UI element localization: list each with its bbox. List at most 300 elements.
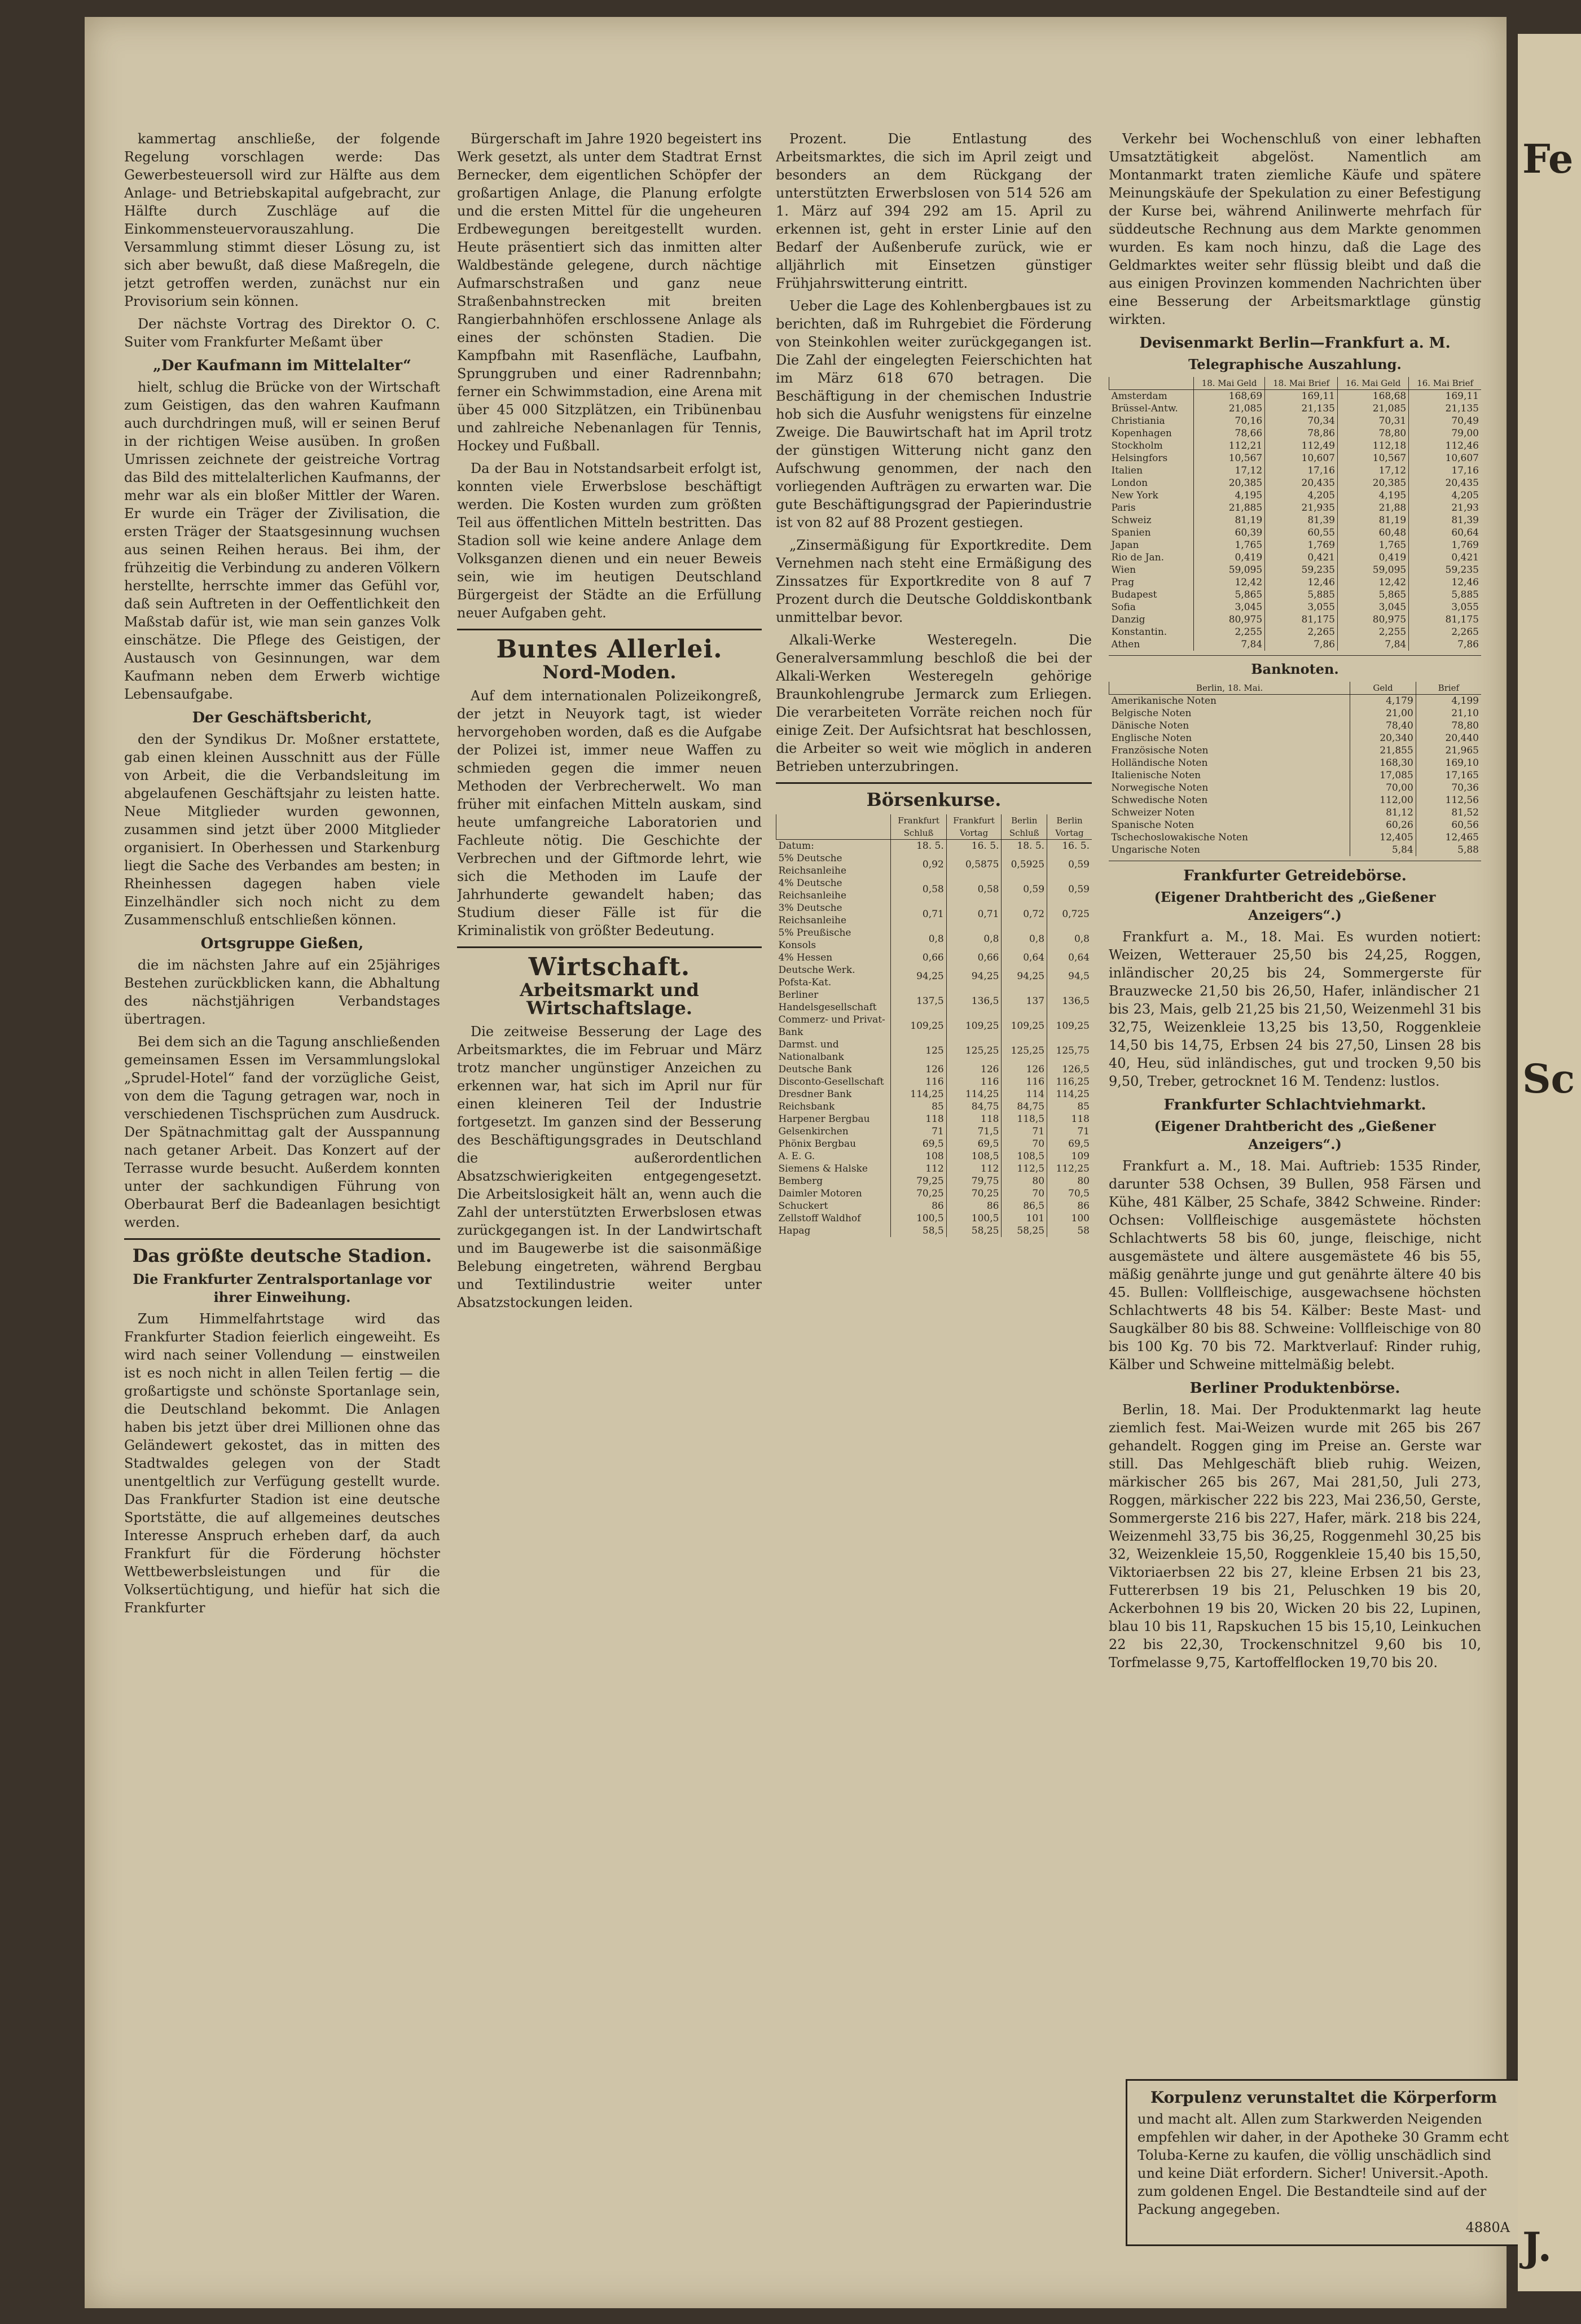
paragraph: Auf dem internationalen Polizeikongreß, der jetzt in Neuyork tagt, ist wieder hervorgehoben worden, daß es die Aufgabe der Polizei ist, immer neue Waffen zu schmieden gegen die immer neuen Methoden der Verbrecherwelt. Wo man früher mit einfachen Mitteln auskam, sind heute umfangreiche Laboratorien und Fachleute nötig. Die Geschichte der Verbrechen und der Giftmorde lehrt, wie sich die Methoden im Laufe der Jahrhunderte gewandelt haben; das Studium dieser Fälle ist für die Kriminalistik von größter Bedeutung.: [457, 688, 762, 939]
table-cell: 116: [1002, 1076, 1047, 1088]
advertisement: [1126, 2079, 1522, 2246]
table-cell: 5% Deutsche Reichsanleihe: [778, 853, 847, 876]
table-cell: 0,72: [1002, 902, 1047, 927]
table-cell: 58,5: [891, 1225, 946, 1237]
table-cell: Harpener Bergbau: [778, 1113, 870, 1125]
divider: [776, 782, 1092, 784]
table-cell: Spanien: [1111, 527, 1151, 538]
table-cell: Christiania: [1111, 415, 1165, 427]
table-cell: 101: [1002, 1212, 1047, 1225]
table-cell: 125,25: [1002, 1038, 1047, 1063]
table-cell: 85: [1047, 1100, 1092, 1113]
table-cell: 94,25: [946, 964, 1002, 989]
table-cell: 169,11: [1265, 390, 1338, 403]
table-cell: 108,5: [1002, 1150, 1047, 1163]
table-cell: Brüssel-Antw.: [1111, 403, 1178, 414]
table-row: [776, 1113, 1092, 1125]
table-cell: 0,58: [891, 877, 946, 902]
table-cell: Athen: [1111, 639, 1140, 650]
table-cell: 7,84: [1337, 638, 1408, 651]
table-row: [776, 989, 1092, 1014]
table-cell: 2,265: [1265, 626, 1338, 638]
table-row: [1109, 452, 1482, 464]
table-cell: Stockholm: [1111, 440, 1163, 451]
adjacent-page-fragment: Sc: [1522, 1055, 1575, 1102]
table-cell: Phönix Bergbau: [778, 1138, 857, 1150]
table-cell: 59,235: [1265, 564, 1338, 576]
table-cell: 70,25: [946, 1187, 1002, 1200]
table-row: [776, 877, 1092, 902]
table-cell: 70,34: [1265, 415, 1338, 427]
section-title: Frankfurter Getreidebörse.: [1183, 867, 1407, 884]
table-cell: 4,199: [1416, 695, 1481, 708]
table-row: [776, 1038, 1092, 1063]
table-cell: Belgische Noten: [1111, 708, 1192, 719]
table-cell: Französische Noten: [1111, 745, 1209, 756]
table-cell: 112,46: [1409, 440, 1481, 452]
section-title: Ortsgruppe Gießen,: [200, 935, 364, 952]
column-header: Geld: [1350, 682, 1416, 695]
table-cell: 60,56: [1416, 819, 1481, 831]
table-row: [776, 951, 1092, 964]
table-cell: 12,42: [1337, 576, 1408, 589]
table-cell: 85: [891, 1100, 946, 1113]
section-title: „Der Kaufmann im Mittelalter“: [153, 357, 411, 374]
table-cell: 12,42: [1193, 576, 1264, 589]
table-cell: 7,84: [1193, 638, 1264, 651]
table-cell: Danzig: [1111, 614, 1145, 625]
table-cell: 0,8: [891, 927, 946, 951]
table-cell: 81,175: [1265, 613, 1338, 626]
table-cell: 58,25: [1002, 1225, 1047, 1237]
paragraph: hielt, schlug die Brücke von der Wirtschaft zum Geistigen, das den wahren Kaufmann auch durchdringen muß, will er seinen Beruf in der richtigen Weise ausüben. In großen Umrissen zeichnete der geistreiche Vortrag das Bild des mittelalterlichen Kaufmanns, der mehr war als ein bloßer Mittler der Waren. Er wurde ein Träger der Zivilisation, die ersten Träger der Staatsgesinnung wuchsen aus seinen Reihen heraus. Bei ihm, der frühzeitig die Verbindung zu anderen Völkern herstellte, herrschte immer das Gefühl vor, daß sein Auftreten in der Oeffentlichkeit den Maßstab dafür ist, wie man sein ganzes Volk einschätze. Die Pflege des Geistigen, der Austausch von Gesinnungen, war dem Kaufmann neben dem Erwerb wichtige Lebensaufgabe.: [124, 379, 440, 702]
table-row: [1109, 390, 1482, 403]
table-cell: Spanische Noten: [1111, 819, 1194, 831]
table-cell: 112,5: [1002, 1163, 1047, 1175]
table-cell: 112,49: [1265, 440, 1338, 452]
table-cell: 0,66: [891, 951, 946, 964]
exchange-rate-table: [1109, 377, 1481, 651]
table-cell: 21,00: [1350, 707, 1416, 720]
table-cell: Dresdner Bank: [778, 1089, 852, 1100]
section-title: Devisenmarkt Berlin—Frankfurt a. M.: [1139, 335, 1451, 352]
table-cell: 17,12: [1337, 464, 1408, 477]
table-cell: Italienische Noten: [1111, 770, 1201, 781]
section-title: Frankfurter Schlachtviehmarkt.: [1163, 1097, 1426, 1113]
table-cell: 70,25: [891, 1187, 946, 1200]
paragraph: Berlin, 18. Mai. Der Produktenmarkt lag heute ziemlich fest. Mai-Weizen wurde mit 265 bis 267 gehandelt. Roggen ging im Preise an. Gerste war still. Das Mehlgeschäft blieb ruhig. Weizen, märkischer 265 bis 267, Mai 281,50, Juli 273, Roggen, märkischer 222 bis 223, Mai 236,50, Gerste, Sommergerste 216 bis 227, Hafer, märk. 218 bis 224, Weizenmehl 33,75 bis 36,25, Roggenmehl 30,25 bis 32, Weizenkleie 15,50, Roggenkleie 15,40 bis 15,50, Viktoriaerbsen 22 bis 27, kleine Erbsen 21 bis 23, Futtererbsen 19 bis 21, Peluschken 19 bis 20, Ackerbohnen 19 bis 20, Wicken 20 bis 22, Lupinen, blau 10 bis 11, Rapskuchen 15 bis 15,10, Leinkuchen 22 bis 22,30, Trockenschnitzel 9,60 bis 10, Torfmelasse 9,75, Kartoffelflocken 19,70 bis 20.: [1109, 1402, 1481, 1670]
paragraph: Verkehr bei Wochenschluß von einer lebhaften Umsatztätigkeit abgelöst. Namentlich am Montanmarkt traten ziemliche Käufe und spätere Meinungskäufe der Spekulation zu einer Befestigung der Kurse bei, während Anilinwerte mehrfach für süddeutsche Rechnung aus dem Markte genommen wurden. Es kam noch hinzu, daß die Lage des Geldmarktes weiter sehr flüssig bleibt und daß die aus einigen Provinzen kommenden Nachrichten über eine Besserung der Arbeitsmarktlage günstig wirkten.: [1109, 131, 1481, 327]
column-header: Frankfurt Vortag: [946, 814, 1002, 840]
table-row: [776, 1014, 1092, 1038]
adjacent-page-fragment: Fe: [1522, 135, 1574, 182]
table-cell: 58: [1047, 1225, 1092, 1237]
table-cell: 86: [891, 1200, 946, 1212]
table-cell: 80: [1002, 1175, 1047, 1187]
table-cell: 168,68: [1337, 390, 1408, 403]
table-cell: 21,085: [1193, 402, 1264, 415]
table-cell: Amsterdam: [1111, 391, 1167, 402]
table-cell: 59,095: [1193, 564, 1264, 576]
stock-quotes-table: [776, 814, 1092, 1237]
table-cell: 16. 5.: [1047, 840, 1092, 853]
table-cell: 60,55: [1265, 527, 1338, 539]
table-cell: Italien: [1111, 465, 1143, 476]
table-row: [1109, 539, 1482, 551]
table-cell: 112,21: [1193, 440, 1264, 452]
table-cell: 0,8: [1002, 927, 1047, 951]
table-cell: 21,135: [1265, 402, 1338, 415]
table-cell: 21,965: [1416, 744, 1481, 757]
table-cell: 84,75: [1002, 1100, 1047, 1113]
table-cell: Darmst. und Nationalbank: [778, 1039, 844, 1063]
table-row: [1109, 794, 1482, 806]
table-row: [1109, 527, 1482, 539]
table-cell: 112: [946, 1163, 1002, 1175]
paragraph: Bürgerschaft im Jahre 1920 begeistert ins Werk gesetzt, als unter dem Stadtrat Ernst Bernecker, dem eigentlichen Schöpfer der großartigen Anlage, die Planung erfolgte und die ersten Mittel für die ungeheuren Erdbewegungen bereitgestellt wurden. Heute präsentiert sich das inmitten alter Waldbestände gelegene, durch nächtige Aufmarschstraßen und ganz neue Straßenbahnstrecken mit breiten Rangierbahnhöfen erschlossene Anlage als eines der schönsten Stadien. Die Kampfbahn mit Rasenfläche, Laufbahn, Sprunggruben und einer Radrennbahn; ferner ein Schwimmstadion, eine Arena mit über 45 000 Sitzplätzen, ein Tribünenbau und zahlreiche Nebenanlagen für Tennis, Hockey und Fußball.: [457, 131, 762, 454]
table-cell: 12,465: [1416, 831, 1481, 844]
table-row: [776, 1212, 1092, 1225]
section-subheadline: Arbeitsmarkt und Wirtschaftslage.: [520, 979, 699, 1019]
table-cell: 112,18: [1337, 440, 1408, 452]
divider: [1109, 655, 1481, 656]
table-cell: Deutsche Werk. Pofsta-Kat.: [778, 964, 855, 988]
table-cell: New York: [1111, 490, 1158, 501]
table-row: [776, 1163, 1092, 1175]
table-cell: Schweizer Noten: [1111, 807, 1195, 818]
table-cell: 60,26: [1350, 819, 1416, 831]
table-cell: 0,419: [1193, 551, 1264, 564]
table-cell: 0,419: [1337, 551, 1408, 564]
table-row: [776, 902, 1092, 927]
table-row: [1109, 402, 1482, 415]
table-row: [1109, 489, 1482, 502]
table-cell: 69,5: [1047, 1138, 1092, 1150]
table-cell: 60,39: [1193, 527, 1264, 539]
table-row: [776, 927, 1092, 951]
section-subheadline: Nord-Moden.: [542, 661, 677, 683]
table-cell: 114,25: [891, 1088, 946, 1100]
table-cell: 81,39: [1265, 514, 1338, 527]
table-cell: 0,64: [1002, 951, 1047, 964]
table-cell: 116,25: [1047, 1076, 1092, 1088]
table-cell: 125,25: [946, 1038, 1002, 1063]
table-cell: 0,59: [1047, 877, 1092, 902]
table-row: [776, 1150, 1092, 1163]
column-header: [776, 814, 891, 840]
table-cell: 70: [1002, 1187, 1047, 1200]
table-row: [1109, 819, 1482, 831]
table-cell: 118: [891, 1113, 946, 1125]
table-row: [1109, 806, 1482, 819]
table-cell: 116: [946, 1076, 1002, 1088]
column-header: 16. Mai Geld: [1337, 377, 1408, 390]
table-row: [776, 1076, 1092, 1088]
table-cell: 84,75: [946, 1100, 1002, 1113]
paragraph: Alkali-Werke Westeregeln. Die Generalversammlung beschloß die bei der Alkali-Werken Westeregeln gehörige Braunkohlengrube Jermarck zum Erliegen. Die verarbeiteten Vorräte reichen noch für einige Zeit. Der Aufsichtsrat hat beschlossen, die Arbeiter so weit wie möglich in anderen Betrieben unterzubringen.: [776, 632, 1092, 774]
table-cell: 0,725: [1047, 902, 1092, 927]
table-cell: Schwedische Noten: [1111, 795, 1208, 806]
table-cell: Dänische Noten: [1111, 720, 1189, 731]
table-cell: 137,5: [891, 989, 946, 1014]
table-cell: 79,75: [946, 1175, 1002, 1187]
table-cell: 81,19: [1337, 514, 1408, 527]
table-row: [1109, 477, 1482, 489]
paragraph: Ueber die Lage des Kohlenbergbaues ist zu berichten, daß im Ruhrgebiet die Förderung von Steinkohlen weiter zurückgegangen ist. Die Zahl der eingelegten Feierschichten hat im März 618 670 betragen. Die Beschäftigung in der chemischen Industrie hob sich die Ausfuhr wenigstens für einzelne Zweige. Die Bauwirtschaft hat im April trotz der günstigen Witterung nicht ganz den Aufschwung genommen, der nach den vorliegenden Aufträgen zu erwarten war. Die gute Beschäftigungsgrad der Papierindustrie ist von 82 auf 88 Prozent gestiegen.: [776, 298, 1092, 530]
divider: [124, 1238, 440, 1240]
table-cell: 21,855: [1350, 744, 1416, 757]
column-header: Brief: [1416, 682, 1481, 695]
table-cell: 81,12: [1350, 806, 1416, 819]
table-cell: 21,88: [1337, 502, 1408, 514]
table-cell: 4,195: [1193, 489, 1264, 502]
table-row: [776, 1200, 1092, 1212]
table-cell: 3,045: [1193, 601, 1264, 613]
column-4: [1109, 130, 1481, 2263]
banknotes-table: [1109, 682, 1481, 856]
table-cell: 71: [1002, 1125, 1047, 1138]
table-cell: 5% Preußische Konsols: [778, 927, 851, 951]
table-cell: 94,5: [1047, 964, 1092, 989]
table-cell: 70,16: [1193, 415, 1264, 427]
table-row: [776, 1088, 1092, 1100]
table-cell: 112,00: [1350, 794, 1416, 806]
table-cell: 71: [1047, 1125, 1092, 1138]
table-cell: Ungarische Noten: [1111, 844, 1200, 856]
table-cell: 20,340: [1350, 732, 1416, 744]
table-cell: 125: [891, 1038, 946, 1063]
table-cell: 2,255: [1337, 626, 1408, 638]
table-row: [1109, 720, 1482, 732]
table-header-row: [1109, 682, 1482, 695]
table-cell: Hapag: [778, 1225, 811, 1236]
table-row: [1109, 564, 1482, 576]
table-cell: 60,64: [1409, 527, 1481, 539]
table-cell: 4% Deutsche Reichsanleihe: [778, 878, 847, 901]
table-cell: 100: [1047, 1212, 1092, 1225]
table-row: [1109, 601, 1482, 613]
table-cell: 7,86: [1265, 638, 1338, 651]
table-row: [1109, 626, 1482, 638]
table-cell: 80,975: [1193, 613, 1264, 626]
table-cell: 78,86: [1265, 427, 1338, 440]
table-cell: 0,71: [891, 902, 946, 927]
paragraph: Prozent. Die Entlastung des Arbeitsmarktes, die sich im April zeigt und besonders an dem Rückgang der unterstützten Erwerbslosen von 514 526 am 1. März auf 394 292 am 15. April zu erkennen ist, geht in erster Linie auf den Bedarf der Außenberufe zurück, wie er alljährlich mit Einsetzen günstiger Frühjahrswitterung eintritt.: [776, 131, 1092, 291]
table-cell: Helsingfors: [1111, 453, 1168, 464]
table-cell: 5,88: [1416, 844, 1481, 856]
table-cell: 112: [891, 1163, 946, 1175]
table-cell: 126: [1002, 1063, 1047, 1076]
table-cell: 5,865: [1337, 589, 1408, 601]
table-header-row: [1109, 377, 1482, 390]
table-cell: 0,92: [891, 852, 946, 877]
table-cell: 5,84: [1350, 844, 1416, 856]
paragraph: die im nächsten Jahre auf ein 25jähriges Bestehen zurückblicken kann, die Abhaltung des nächstjährigen Verbandstages übertragen.: [124, 957, 440, 1027]
table-cell: 21,885: [1193, 502, 1264, 514]
section-headline: Wirtschaft.: [528, 953, 691, 981]
column-3: [776, 130, 1092, 2263]
table-cell: 114,25: [946, 1088, 1002, 1100]
column-header: [1109, 377, 1194, 390]
table-cell: Norwegische Noten: [1111, 782, 1209, 793]
table-cell: 10,567: [1337, 452, 1408, 464]
table-cell: 118: [1047, 1113, 1092, 1125]
paragraph: Die zeitweise Besserung der Lage des Arbeitsmarktes, die im Februar und März trotz mancher ungünstiger Anzeichen zu erkennen war, hat sich im April nur für einen kleineren Teil der Industrie fortgesetzt. Im ganzen sind der Besserung des Beschäftigungsgrades in Deutschland die außerordentlichen Absatzschwierigkeiten entgegengesetzt. Die Arbeitslosigkeit hält an, wenn auch die Zahl der unterstützten Erwerbslosen etwas zurückgegangen ist. In der Landwirtschaft und im Baugewerbe ist die saisonmäßige Belebung eingetreten, während Bergbau und Textilindustrie weiter unter Absatzstockungen leiden.: [457, 1024, 762, 1310]
table-cell: 59,235: [1409, 564, 1481, 576]
table-cell: 126,5: [1047, 1063, 1092, 1076]
paragraph: kammertag anschließe, der folgende Regelung vorschlagen werde: Das Gewerbesteuersoll wird zur Hälfte aus dem Anlage- und Betriebskapital aufgebracht, zur Hälfte durch Zuschläge auf die Einkommensteuervorauszahlung. Die Versammlung stimmt dieser Lösung zu, ist sich aber bewußt, daß diese Maßregeln, die jetzt getroffen werden, zunächst nur ein Provisorium sein können.: [124, 131, 440, 309]
ad-title: Korpulenz verunstaltet die Körperform: [1150, 2088, 1497, 2107]
table-cell: 79,25: [891, 1175, 946, 1187]
table-cell: Zellstoff Waldhof: [778, 1213, 861, 1224]
table-cell: 137: [1002, 989, 1047, 1014]
table-cell: 112,25: [1047, 1163, 1092, 1175]
table-header-row: [776, 814, 1092, 840]
table-cell: 21,085: [1337, 402, 1408, 415]
table-cell: 20,385: [1337, 477, 1408, 489]
table-cell: 86,5: [1002, 1200, 1047, 1212]
table-cell: 3,055: [1265, 601, 1338, 613]
table-cell: 12,405: [1350, 831, 1416, 844]
table-cell: 1,769: [1265, 539, 1338, 551]
table-cell: London: [1111, 477, 1148, 489]
table-cell: 5,865: [1193, 589, 1264, 601]
paragraph: Bei dem sich an die Tagung anschließenden gemeinsamen Essen im Versammlungslokal „Sprudel-Hotel“ fand der vorzügliche Geist, von dem die Tagung getragen war, noch in verschiedenen Tischsprüchen zum Ausdruck. Der Spätnachmittag galt der Ausspannung nach getaner Arbeit. Das Konzert auf der Terrasse wurde besucht. Außerdem konnten unter der sachkundigen Führung von Oberbaurat Berf die Badeanlagen besichtigt werden.: [124, 1034, 440, 1230]
table-cell: Reichsbank: [778, 1101, 835, 1112]
paragraph: Frankfurt a. M., 18. Mai. Es wurden notiert: Weizen, Wetterauer 25,50 bis 24,25, Roggen, inländischer 20,25 bis 24, Sommergerste für Brauzwecke 21,50 bis 26,50, Hafer, inländischer 21 bis 23, Mais, gelb 21,25 bis 21,50, Weizenmehl 31 bis 32,75, Weizenkleie 13,25 bis 13,50, Roggenkleie 14,50 bis 14,75, Erbsen 24 bis 27,50, Linsen 28 bis 40, Heu, süd inländisches, gut und trocken 9,50 bis 9,50, Treber, getrocknet 16 M. Tendenz: lustlos.: [1109, 929, 1481, 1089]
table-cell: Disconto-Gesellschaft: [778, 1076, 884, 1088]
table-cell: 94,25: [891, 964, 946, 989]
table-cell: 79,00: [1409, 427, 1481, 440]
section-headline: Buntes Allerlei.: [496, 635, 723, 664]
table-row: [1109, 769, 1482, 782]
table-cell: 126: [891, 1063, 946, 1076]
table-cell: 168,30: [1350, 757, 1416, 769]
table-row: [776, 1125, 1092, 1138]
table-row: [1109, 464, 1482, 477]
table-cell: 69,5: [891, 1138, 946, 1150]
table-cell: 4,205: [1265, 489, 1338, 502]
table-cell: Rio de Jan.: [1111, 552, 1165, 563]
table-cell: 4,205: [1409, 489, 1481, 502]
table-cell: A. E. G.: [778, 1151, 815, 1162]
table-cell: 0,58: [946, 877, 1002, 902]
table-cell: Schweiz: [1111, 515, 1152, 526]
table-row: [776, 1225, 1092, 1237]
table-row: [1109, 695, 1482, 708]
table-row: [1109, 613, 1482, 626]
newspaper-page: [85, 17, 1510, 2308]
table-row: [1109, 427, 1482, 440]
table-cell: 81,39: [1409, 514, 1481, 527]
table-cell: 16. 5.: [946, 840, 1002, 853]
table-row: [1109, 757, 1482, 769]
table-title: Banknoten.: [1251, 661, 1339, 677]
table-row: [1109, 782, 1482, 794]
table-cell: 94,25: [1002, 964, 1047, 989]
table-cell: 60,48: [1337, 527, 1408, 539]
section-title: Berliner Produktenbörse.: [1189, 1380, 1400, 1397]
column-header: Berlin Schluß: [1002, 814, 1047, 840]
section-subtitle: (Eigener Drahtbericht des „Gießener Anzeigers“.): [1154, 1118, 1436, 1152]
table-cell: 0,421: [1409, 551, 1481, 564]
table-cell: 169,11: [1409, 390, 1481, 403]
table-cell: 5,885: [1409, 589, 1481, 601]
ad-text: und macht alt. Allen zum Starkwerden Neigenden empfehlen wir daher, in der Apotheke 30 Gramm echt Toluba-Kerne zu kaufen, die völlig unschädlich sind und keine Diät erfordern. Sicher! Universit.-Apoth. zum goldenen Engel. Die Bestandteile sind auf der Packung angegeben.: [1138, 2111, 1509, 2217]
table-row: [776, 840, 1092, 853]
table-cell: 0,5875: [946, 852, 1002, 877]
table-cell: 108,5: [946, 1150, 1002, 1163]
table-row: [1109, 732, 1482, 744]
divider: [457, 629, 762, 630]
table-cell: 10,607: [1265, 452, 1338, 464]
table-cell: 81,52: [1416, 806, 1481, 819]
table-cell: 10,607: [1409, 452, 1481, 464]
table-cell: Schuckert: [778, 1200, 828, 1212]
table-cell: Datum:: [778, 840, 814, 852]
table-cell: 114: [1002, 1088, 1047, 1100]
column-header: Berlin, 18. Mai.: [1109, 682, 1350, 695]
table-cell: 1,765: [1193, 539, 1264, 551]
table-cell: 5,885: [1265, 589, 1338, 601]
table-cell: 108: [891, 1150, 946, 1163]
divider: [457, 946, 762, 948]
table-cell: 18. 5.: [1002, 840, 1047, 853]
column-header: Frankfurt Schluß: [891, 814, 946, 840]
table-cell: Budapest: [1111, 589, 1157, 600]
table-cell: 0,59: [1047, 852, 1092, 877]
table-cell: 4% Hessen: [778, 952, 833, 963]
table-cell: Bemberg: [778, 1176, 823, 1187]
section-subtitle: (Eigener Drahtbericht des „Gießener Anzeigers“.): [1154, 889, 1436, 923]
table-cell: 17,085: [1350, 769, 1416, 782]
table-cell: 81,19: [1193, 514, 1264, 527]
table-title: Telegraphische Auszahlung.: [1188, 356, 1402, 372]
table-cell: 168,69: [1193, 390, 1264, 403]
table-cell: 21,10: [1416, 707, 1481, 720]
table-cell: Kopenhagen: [1111, 428, 1172, 439]
table-cell: 86: [946, 1200, 1002, 1212]
table-cell: Sofia: [1111, 602, 1136, 613]
table-cell: Holländische Noten: [1111, 757, 1208, 769]
table-cell: 1,769: [1409, 539, 1481, 551]
table-cell: 20,435: [1409, 477, 1481, 489]
table-cell: 70,31: [1337, 415, 1408, 427]
table-cell: 125,75: [1047, 1038, 1092, 1063]
table-cell: 109: [1047, 1150, 1092, 1163]
table-cell: 80,975: [1337, 613, 1408, 626]
table-row: [776, 852, 1092, 877]
table-row: [776, 1138, 1092, 1150]
table-cell: 78,80: [1416, 720, 1481, 732]
table-row: [1109, 589, 1482, 601]
paragraph: Frankfurt a. M., 18. Mai. Auftrieb: 1535 Rinder, darunter 538 Ochsen, 39 Bullen, 958 Färsen und Kühe, 481 Kälber, 25 Schafe, 3842 Schweine. Rinder: Ochsen: Vollfleischige ausgemästete höchsten Schlachtwerts 58 bis 60, junge, fleischige, nicht ausgemästete und ältere ausgemästete 46 bis 55, mäßig genährte junge und gut genährte ältere 40 bis 45. Bullen: Vollfleischige, ausgewachsene höchsten Schlachtwerts 48 bis 54. Kälber: Beste Mast- und Saugkälber 80 bis 88. Schweine: Vollfleischige von 80 bis 100 Kg. 70 bis 72. Marktverlauf: Rinder ruhig, Kälber und Schweine mittelmäßig belebt.: [1109, 1158, 1481, 1373]
table-cell: Daimler Motoren: [778, 1188, 862, 1199]
table-cell: 114,25: [1047, 1088, 1092, 1100]
table-cell: 100,5: [946, 1212, 1002, 1225]
table-cell: 0,421: [1265, 551, 1338, 564]
table-row: [1109, 744, 1482, 757]
table-cell: Gelsenkirchen: [778, 1126, 849, 1137]
table-cell: 10,567: [1193, 452, 1264, 464]
table-cell: 0,8: [1047, 927, 1092, 951]
table-cell: Japan: [1111, 540, 1139, 551]
column-header: 16. Mai Brief: [1409, 377, 1481, 390]
table-cell: 112,56: [1416, 794, 1481, 806]
table-cell: 21,935: [1265, 502, 1338, 514]
table-row: [1109, 440, 1482, 452]
table-cell: 3,055: [1409, 601, 1481, 613]
